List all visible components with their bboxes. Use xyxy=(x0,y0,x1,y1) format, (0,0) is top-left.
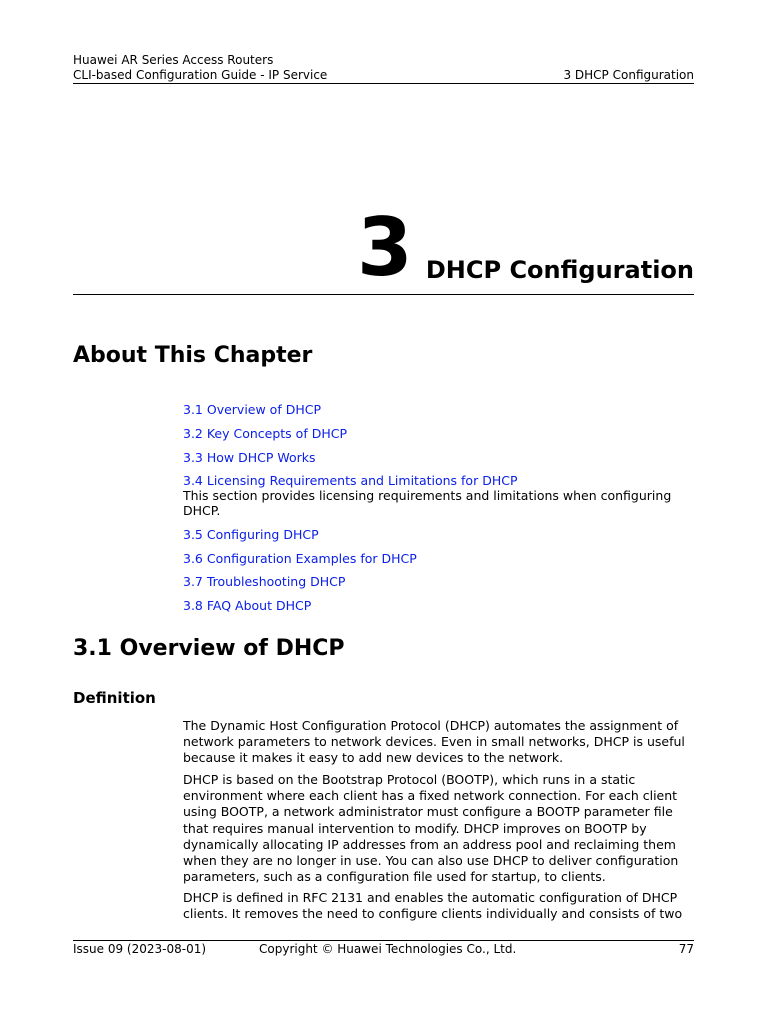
toc-link-troubleshooting[interactable]: 3.7 Troubleshooting DHCP xyxy=(183,574,346,589)
toc-licensing-description: This section provides licensing requirements and limitations when configuring DHCP. xyxy=(183,488,672,518)
toc-link-overview[interactable]: 3.1 Overview of DHCP xyxy=(183,402,321,417)
chapter-rule xyxy=(73,294,694,295)
chapter-title: DHCP Configuration xyxy=(425,256,694,284)
header-product: Huawei AR Series Access Routers xyxy=(73,53,274,67)
chapter-number: 3 xyxy=(357,201,413,294)
paragraph-3: DHCP is defined in RFC 2131 and enables the automatic configuration of DHCP clients. It removes the need to configure clients individually and consists of two xyxy=(183,890,683,922)
about-heading: About This Chapter xyxy=(73,343,313,368)
toc-link-key-concepts[interactable]: 3.2 Key Concepts of DHCP xyxy=(183,426,347,441)
toc-link-faq[interactable]: 3.8 FAQ About DHCP xyxy=(183,598,312,613)
definition-heading: Definition xyxy=(73,689,156,707)
toc-link-licensing[interactable]: 3.4 Licensing Requirements and Limitations for DHCP xyxy=(183,473,518,488)
header-chapter: 3 DHCP Configuration xyxy=(563,68,694,82)
paragraph-2: DHCP is based on the Bootstrap Protocol (BOOTP), which runs in a static environment where each client has a fixed network connection. For each client using BOOTP, a network administrator must configure a BOOTP parameter file that requires manual intervention to modify. DHCP improves on BOOTP by dynamically allocating IP addresses from an address pool and reclaiming them when they are no longer in use. You can also use DHCP to deliver configuration parameters, such as a configuration file used for startup, to clients. xyxy=(183,772,679,885)
header-rule xyxy=(73,83,694,84)
footer-issue: Issue 09 (2023-08-01) xyxy=(73,942,207,956)
section-heading: 3.1 Overview of DHCP xyxy=(73,636,345,661)
toc-link-3-1 xyxy=(183,402,683,417)
footer-rule xyxy=(73,940,694,941)
toc-link-how-works[interactable]: 3.3 How DHCP Works xyxy=(183,450,316,465)
toc-link-examples[interactable]: 3.6 Configuration Examples for DHCP xyxy=(183,551,417,566)
header-guide-title: CLI-based Configuration Guide - IP Service xyxy=(73,68,328,82)
footer-page-number: 77 xyxy=(678,942,694,956)
footer-copyright: Copyright © Huawei Technologies Co., Ltd. xyxy=(259,942,517,956)
paragraph-1: The Dynamic Host Configuration Protocol (DHCP) automates the assignment of network parameters to network devices. Even in small networks, DHCP is useful because it makes it easy to add new devices to the network. xyxy=(183,718,685,766)
toc-link-configuring[interactable]: 3.5 Configuring DHCP xyxy=(183,527,319,542)
